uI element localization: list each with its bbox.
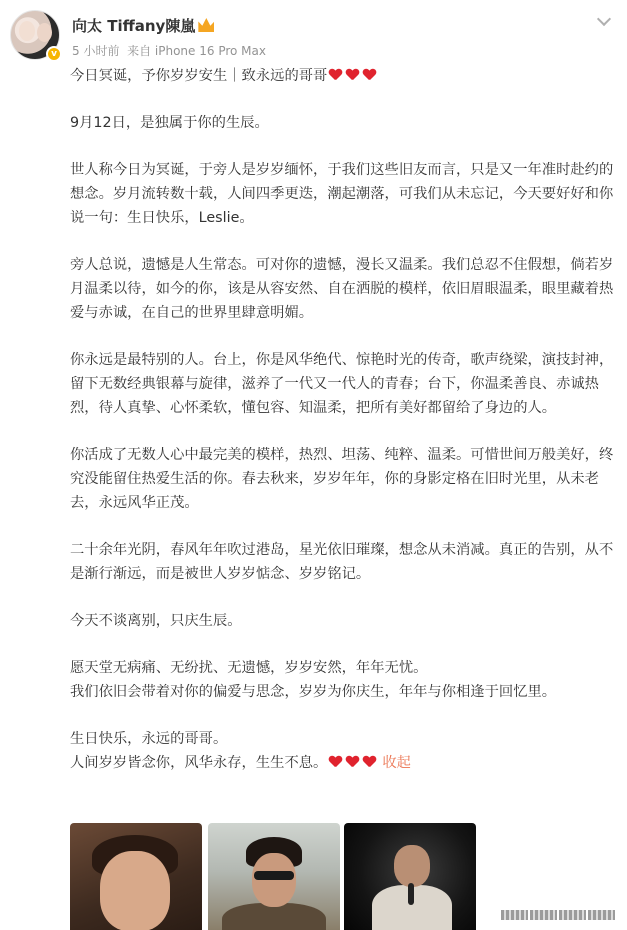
post-paragraph: 我们依旧会带着对你的偏爱与思念，岁岁为你庆生，年年与你相逢于回忆里。 xyxy=(70,684,557,700)
watermark xyxy=(497,905,619,925)
post-paragraph: 旁人总说，遗憾是人生常态。可对你的遗憾，漫长又温柔。我们总忍不住假想，倘若岁月温柔以待，如今的你，该是从容安然、自在洒脱的模样，依旧眉眼温柔，眼里藏着热爱与赤诚，在自己的世界里肆意明媚。 xyxy=(70,257,614,321)
photo-face xyxy=(394,845,430,887)
photo-face xyxy=(252,853,296,907)
post-paragraph: 愿天堂无病痛、无纷扰、无遗憾，岁岁安然，年年无忧。 xyxy=(70,660,428,676)
post-meta xyxy=(72,42,266,59)
post-source: 来自 iPhone 16 Pro Max xyxy=(127,44,266,58)
post-time: 5 小时前 xyxy=(72,44,120,58)
post-paragraph: 今天不谈离别，只庆生辰。 xyxy=(70,613,242,629)
username[interactable] xyxy=(72,15,214,36)
heart-icon xyxy=(346,756,359,768)
photo-thumbnail[interactable] xyxy=(208,823,340,930)
watermark-segment xyxy=(559,910,586,920)
post-paragraph: 你活成了无数人心中最完美的模样，热烈、坦荡、纯粹、温柔。可惜世间万般美好，终究没能留住热爱生活的你。春去秋来，岁岁年年，你的身影定格在旧时光里，从未老去，永远风华正茂。 xyxy=(70,447,614,511)
heart-icon xyxy=(329,69,342,81)
post-paragraph: 你永远是最特别的人。台上，你是风华绝代、惊艳时光的传奇，歌声绕梁，演技封神，留下无数经典银幕与旋律，滋养了一代又一代人的青春；台下，你温柔善良、赤诚热烈，待人真挚、心怀柔软，懂包容、知温柔，把所有美好都留给了身边的人。 xyxy=(70,352,614,416)
heart-icon xyxy=(329,756,342,768)
post-paragraph: 世人称今日为冥诞，于旁人是岁岁缅怀，于我们这些旧友而言，只是又一年准时赴约的想念。岁月流转数十载，人间四季更迭，潮起潮落，可我们从未忘记，今天要好好和你说一句：生日快乐，Leslie。 xyxy=(70,162,614,226)
watermark-segment xyxy=(530,910,557,920)
photo-sunglasses xyxy=(254,871,294,880)
heart-icon xyxy=(363,69,376,81)
username-text[interactable]: 向太 Tiffany陳嵐 xyxy=(72,17,196,35)
post-closing: 人间岁岁皆念你，风华永存，生生不息。 收起 xyxy=(70,755,411,771)
photo-thumbnail[interactable] xyxy=(70,823,202,930)
post-header xyxy=(10,8,617,64)
photo-grid xyxy=(70,823,480,930)
photo-thumbnail[interactable] xyxy=(344,823,476,930)
watermark-segment xyxy=(501,910,528,920)
avatar-person-right xyxy=(37,23,52,42)
post-paragraph: 二十余年光阴，春风年年吹过港岛，星光依旧璀璨，想念从未消减。真正的告别，从不是渐行渐远，而是被世人岁岁惦念、岁岁铭记。 xyxy=(70,542,614,582)
post-body xyxy=(70,64,615,775)
post-title: 今日冥诞，予你岁岁安生｜致永远的哥哥 xyxy=(70,64,615,88)
heart-icon xyxy=(346,69,359,81)
photo-face xyxy=(100,851,170,930)
post-paragraph: 9月12日，是独属于你的生辰。 xyxy=(70,115,269,131)
avatar-person-left xyxy=(19,21,35,41)
watermark-segment xyxy=(588,910,615,920)
heart-icon xyxy=(363,756,376,768)
crown-icon xyxy=(198,18,214,32)
chevron-down-icon[interactable] xyxy=(597,14,611,28)
verified-badge-icon: v xyxy=(46,46,62,62)
microphone-icon xyxy=(408,883,414,905)
post-paragraph: 生日快乐，永远的哥哥。 xyxy=(70,731,228,747)
photo-body xyxy=(222,903,326,930)
collapse-link[interactable]: 收起 xyxy=(382,755,411,771)
